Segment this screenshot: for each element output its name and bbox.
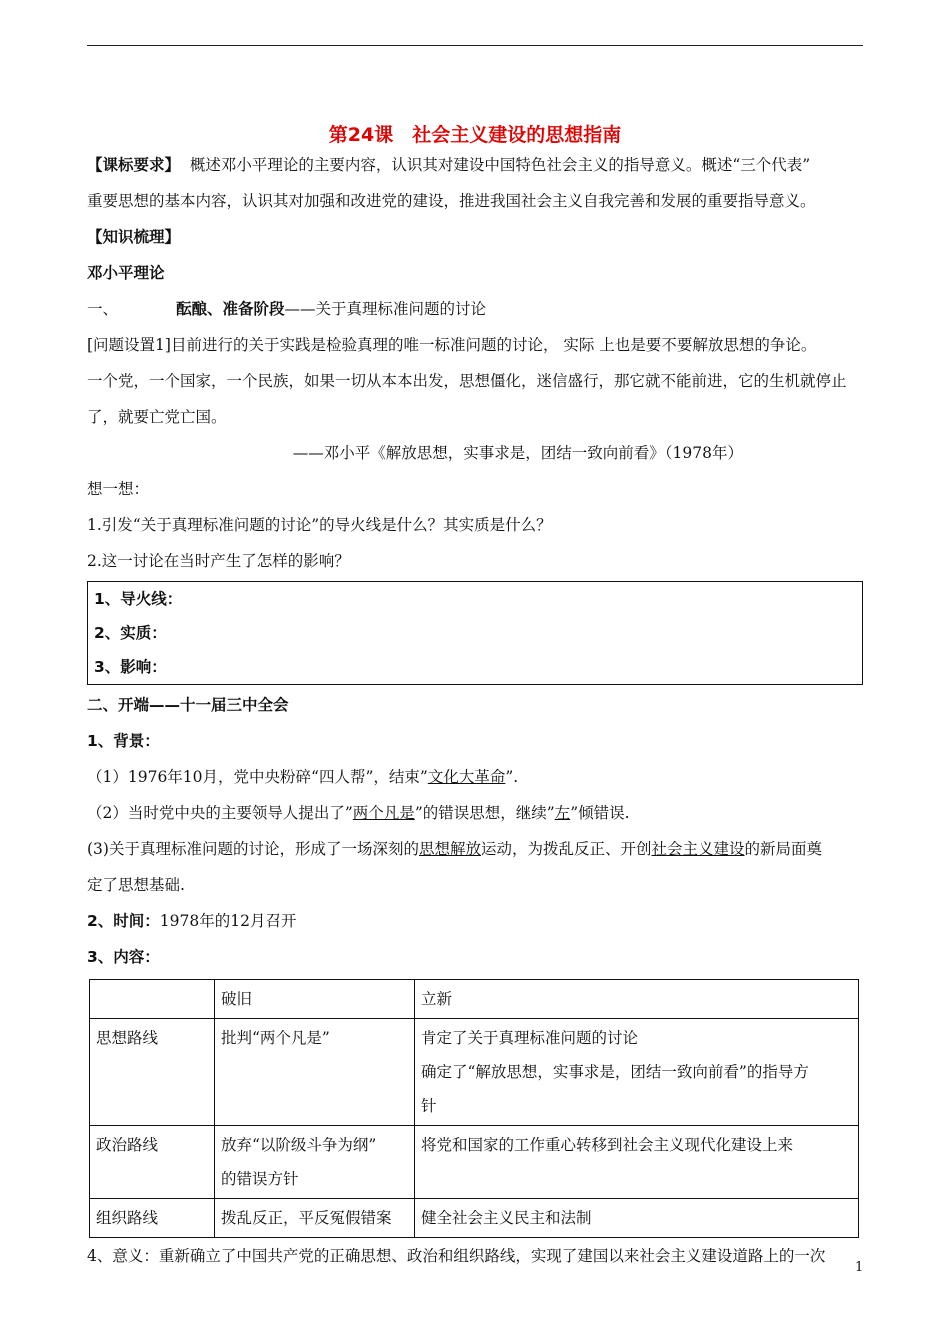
bg1-text: （1）1976年10月，党中央粉碎“四人帮”，结束”: [87, 768, 428, 786]
think-label: 想一想：: [87, 480, 150, 498]
table-cell: 批判“两个凡是”: [215, 1019, 415, 1126]
question-2: 2.这一讨论在当时产生了怎样的影响？: [87, 552, 350, 570]
header-rule: [87, 45, 863, 46]
part2-heading: 二、开端——十一届三中全会: [87, 696, 289, 714]
table-row: [90, 1199, 859, 1238]
background-item-1: [87, 759, 863, 795]
content-table: [89, 979, 859, 1238]
quote-source: ——邓小平《解放思想，实事求是，团结一致向前看》（1978年）: [292, 444, 743, 462]
meaning-line: 4、意义：重新确立了中国共产党的正确思想、政治和组织路线，实现了建国以来社会主义建设道路上的一次: [87, 1247, 826, 1265]
quote-line-3: 了，就要亡党亡国。: [87, 408, 227, 426]
time-label: 2、时间：: [87, 912, 160, 930]
table-cell: 将党和国家的工作重心转移到社会主义现代化建设上来: [415, 1126, 859, 1199]
content-label: 3、内容：: [87, 948, 160, 966]
bg2-underlined-2: 左: [554, 804, 571, 822]
answer-box: [87, 581, 863, 685]
bg3-mid: 运动，为拨乱反正、开创: [480, 840, 652, 858]
background-label: 1、背景：: [87, 732, 160, 750]
section-heading: 邓小平理论: [87, 264, 165, 282]
kebiao-line-2: 重要思想的基本内容，认识其对加强和改进党的建设，推进我国社会主义自我完善和发展的重要指导意义。: [87, 192, 816, 210]
table-cell: 健全社会主义民主和法制: [415, 1199, 859, 1238]
table-cell: 拨乱反正，平反冤假错案: [215, 1199, 415, 1238]
cell-line: 放弃“以阶级斗争为纲”: [221, 1136, 377, 1154]
cell-line: 的错误方针: [221, 1170, 299, 1188]
table-row: [90, 1019, 859, 1126]
table-header-cell: 立新: [415, 980, 859, 1019]
part1-heading: [87, 291, 863, 327]
table-header-cell: 破旧: [215, 980, 415, 1019]
question-1: 1.引发“关于真理标准问题的讨论”的导火线是什么？其实质是什么？: [87, 516, 552, 534]
bg3-underlined-2: 社会主义建设: [651, 840, 745, 858]
answer-essence: 2、实质：: [94, 624, 167, 642]
bg3-end: 的新局面奠: [744, 840, 823, 858]
background-item-3-cont: 定了思想基础.: [87, 876, 185, 894]
part1-number: 一、: [87, 300, 119, 318]
page-title: 第24课 社会主义建设的思想指南: [328, 124, 622, 146]
bg2-end: ”倾错误.: [570, 804, 630, 822]
quote-line-1: [问题设置1]目前进行的关于实践是检验真理的唯一标准问题的讨论， 实际 上也是要不要解放思想的争论。: [87, 336, 817, 354]
cell-line: 肯定了关于真理标准问题的讨论: [421, 1029, 639, 1047]
bg1-underlined: 文化大革命: [427, 768, 506, 786]
table-header-row: [90, 980, 859, 1019]
table-cell: [415, 1019, 859, 1126]
time-text: 1978年的12月召开: [159, 912, 297, 930]
background-item-3: [87, 831, 863, 867]
table-cell: 政治路线: [90, 1126, 215, 1199]
part1-bold: 酝酿、准备阶段: [176, 300, 285, 318]
bg1-end: ”.: [505, 768, 519, 786]
table-cell: [215, 1126, 415, 1199]
background-item-2: [87, 795, 863, 831]
page-number: 1: [855, 1260, 864, 1275]
bg2-text: （2）当时党中央的主要领导人提出了”: [87, 804, 353, 822]
table-row: [90, 1126, 859, 1199]
zhishi-label: 【知识梳理】: [87, 228, 181, 246]
kebiao-label: 【课标要求】: [87, 156, 181, 174]
answer-impact: 3、影响：: [94, 658, 167, 676]
bg2-mid: ”的错误思想，继续”: [414, 804, 555, 822]
table-cell: 组织路线: [90, 1199, 215, 1238]
answer-fuse: 1、导火线：: [94, 590, 183, 608]
cell-line: 确定了“解放思想，实事求是，团结一致向前看”的指导方: [421, 1063, 809, 1081]
table-cell: 思想路线: [90, 1019, 215, 1126]
bg2-underlined-1: 两个凡是: [352, 804, 415, 822]
quote-line-2: 一个党，一个国家，一个民族，如果一切从本本出发，思想僵化，迷信盛行，那它就不能前进，它的生机就停止: [87, 372, 847, 390]
bg3-underlined-1: 思想解放: [418, 840, 481, 858]
kebiao-line-1: [87, 147, 863, 183]
table-header-cell: [90, 980, 215, 1019]
part1-rest: ——关于真理标准问题的讨论: [284, 300, 487, 318]
cell-line: 针: [421, 1097, 437, 1115]
bg3-text: (3)关于真理标准问题的讨论，形成了一场深刻的: [87, 840, 419, 858]
time-line: [87, 903, 863, 939]
document-page: [87, 100, 863, 1274]
kebiao-text-1: 概述邓小平理论的主要内容，认识其对建设中国特色社会主义的指导意义。概述“三个代表”: [189, 156, 811, 174]
